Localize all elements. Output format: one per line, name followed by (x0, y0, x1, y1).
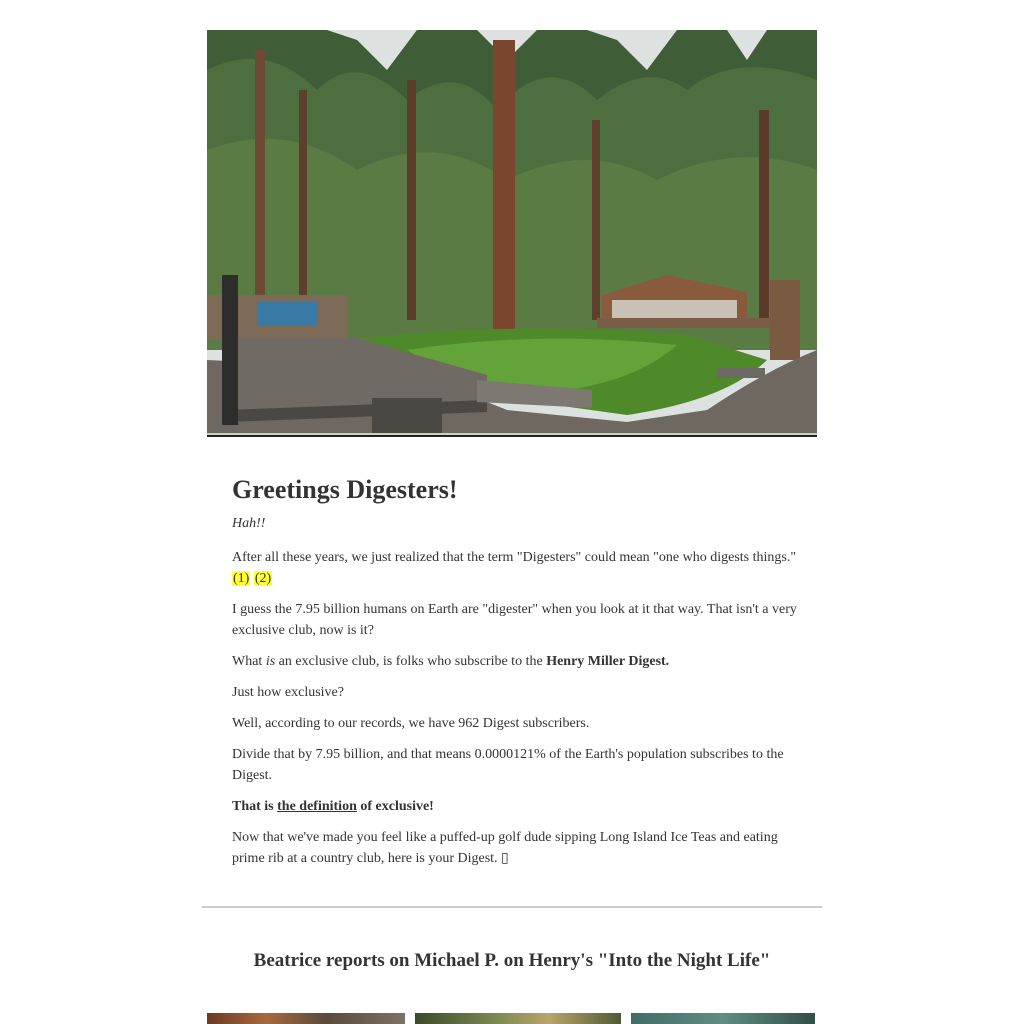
intro-article (232, 474, 798, 879)
paragraph-exclusive-club (232, 651, 798, 672)
paragraph-text: of exclusive! (356, 799, 434, 814)
paragraph-text: That is (232, 799, 278, 814)
paragraph-how-exclusive: Just how exclusive? (232, 685, 344, 700)
paragraph-definition (232, 796, 798, 817)
paragraph-divide: Divide that by 7.95 billion, and that means 0.0000121% of the Earth's population subscribes to the Digest. (232, 747, 784, 783)
paragraph-text: an exclusive club, is folks who subscribe to the (275, 654, 547, 669)
footnote-link-2[interactable]: (2) (254, 571, 272, 586)
thumbnail-image-3[interactable] (631, 1013, 815, 1024)
paragraph-humans: I guess the 7.95 billion humans on Earth are "digester" when you look at it that way. That isn't a very exclusive club, now is it? (232, 602, 797, 638)
photo-thumbnails (0, 1013, 1024, 1024)
paragraph-country-club: Now that we've made you feel like a puffed-up golf dude sipping Long Island Ice Teas and eating prime rib at a country club, here is your Digest. ▯ (232, 830, 778, 866)
intro-subtitle: Hah!! (232, 516, 266, 531)
paragraph-text: What (232, 654, 266, 669)
digest-name: Henry Miller Digest. (546, 654, 670, 669)
footnote-link-1[interactable]: (1) (233, 571, 250, 586)
paragraph-subscribers: Well, according to our records, we have 962 Digest subscribers. (232, 716, 590, 731)
hero-image (207, 30, 817, 437)
redwood-grove-photo (207, 30, 817, 433)
section-heading: Beatrice reports on Michael P. on Henry's "Into the Night Life" (253, 950, 771, 971)
greeting-heading: Greetings Digesters! (232, 475, 458, 504)
definition-link[interactable]: the definition (277, 799, 357, 814)
emphasis-text: is (265, 654, 276, 669)
thumbnail-image-2[interactable] (415, 1013, 621, 1024)
paragraph-digesters (232, 547, 798, 589)
quote-text: "one who digests things." (653, 550, 797, 565)
thumbnail-image-1[interactable] (207, 1013, 405, 1024)
paragraph-text: After all these years, we just realized that the term "Digesters" could mean (232, 550, 654, 565)
section-divider (202, 906, 822, 908)
